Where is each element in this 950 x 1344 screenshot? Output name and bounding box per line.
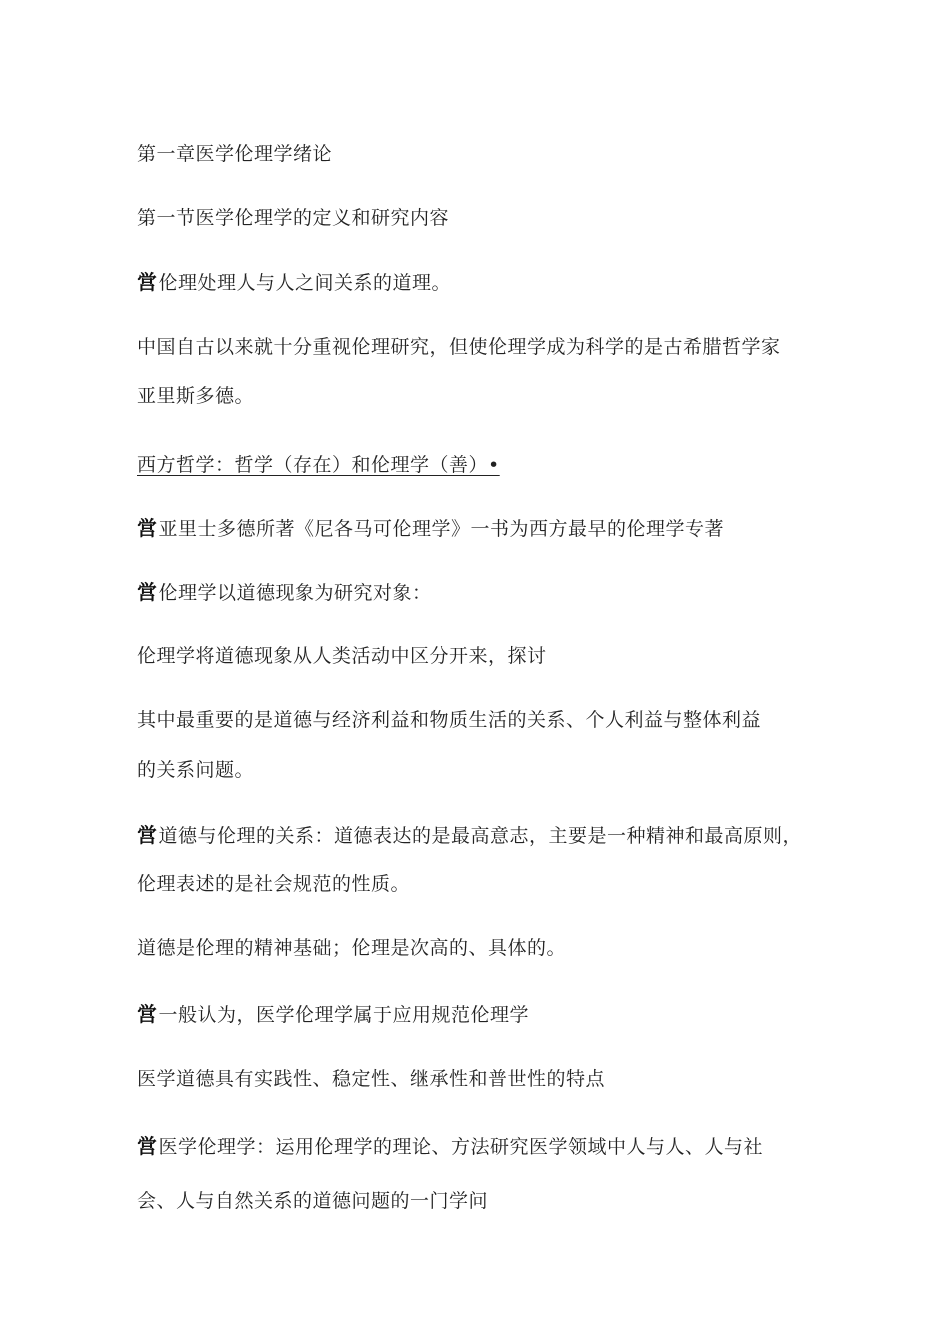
bullet-icon: 営 (137, 270, 158, 294)
paragraph-text: 其中最重要的是道德与经济利益和物质生活的关系、个人利益与整体利益 (137, 709, 762, 731)
chapter-title (137, 141, 332, 167)
bullet-icon: 営 (137, 1002, 158, 1026)
underlined-line (137, 452, 500, 478)
paragraph-line (137, 1188, 488, 1214)
paragraph-text: 医学道德具有实践性、稳定性、继承性和普世性的特点 (137, 1068, 606, 1090)
paragraph-text: 中国自古以来就十分重视伦理研究，但使伦理学成为科学的是古希腊哲学家 (137, 336, 781, 358)
paragraph-text: 西方哲学：哲学（存在）和伦理学（善）• (137, 454, 500, 476)
paragraph-line (137, 1066, 605, 1092)
paragraph-text: 伦理学将道德现象从人类活动中区分开来，探讨 (137, 645, 547, 667)
paragraph-line (137, 935, 566, 961)
paragraph-text: 伦理处理人与人之间关系的道理。 (158, 272, 452, 294)
paragraph-text: 的关系问题。 (137, 759, 255, 781)
paragraph-line (137, 1133, 763, 1160)
paragraph-line (137, 579, 432, 606)
paragraph-line (137, 383, 254, 409)
paragraph-line (137, 757, 254, 783)
paragraph-text: 道德是伦理的精神基础；伦理是次高的、具体的。 (137, 937, 567, 959)
paragraph-line (137, 871, 410, 897)
paragraph-line (137, 643, 547, 669)
section-title (137, 205, 449, 231)
bullet-icon: 営 (137, 516, 158, 540)
chapter-title-text: 第一章医学伦理学绪论 (137, 143, 333, 165)
paragraph-text: 亚里士多德所著《尼各马可伦理学》一书为西方最早的伦理学专著 (158, 518, 725, 540)
paragraph-text: 医学伦理学：运用伦理学的理论、方法研究医学领域中人与人、人与社 (158, 1136, 764, 1158)
paragraph-text: 道德与伦理的关系：道德表达的是最高意志，主要是一种精神和最高原则， (158, 825, 803, 847)
paragraph-text: 伦理学以道德现象为研究对象： (158, 582, 432, 604)
section-title-text: 第一节医学伦理学的定义和研究内容 (137, 207, 450, 229)
bullet-icon: 営 (137, 823, 158, 847)
paragraph-line (137, 1001, 529, 1028)
paragraph-line (137, 334, 781, 360)
paragraph-text: 会、人与自然关系的道德问题的一门学问 (137, 1190, 489, 1212)
paragraph-line (137, 707, 761, 733)
paragraph-line (137, 269, 451, 296)
paragraph-text: 亚里斯多德。 (137, 385, 255, 407)
bullet-icon: 営 (137, 580, 158, 604)
paragraph-line (137, 822, 802, 849)
paragraph-text: 伦理表述的是社会规范的性质。 (137, 873, 411, 895)
paragraph-text: 一般认为，医学伦理学属于应用规范伦理学 (158, 1004, 530, 1026)
paragraph-line (137, 515, 724, 542)
bullet-icon: 営 (137, 1134, 158, 1158)
